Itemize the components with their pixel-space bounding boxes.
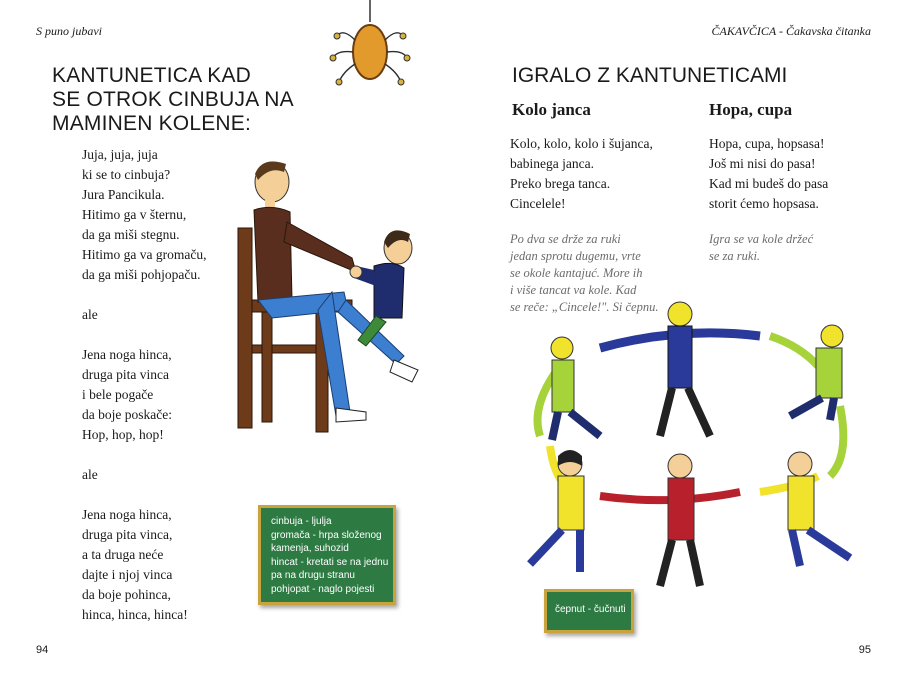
- song-line: storit ćemo hopsasa.: [709, 196, 819, 211]
- song-line: Preko brega tanca.: [510, 176, 611, 191]
- title-line: KANTUNETICA KAD: [52, 64, 252, 87]
- poem-line: druga pita vinca,: [82, 527, 173, 542]
- glossary-line: hincat - kretati se na jednu: [271, 556, 389, 568]
- poem-line: Hitimo ga va gromaču,: [82, 247, 207, 262]
- left-page-title: [52, 64, 312, 136]
- running-header-right: ČAKAVČICA - Čakavska čitanka: [711, 24, 871, 38]
- poem-line: Jena noga hinca,: [82, 347, 172, 362]
- poem-line: Hop, hop, hop!: [82, 427, 164, 442]
- note-line: se reče: „Cincele!". Si čepnu.: [510, 300, 659, 314]
- title-line: MAMINEN KOLENE:: [52, 112, 252, 135]
- glossary-line: pa na drugu stranu: [271, 570, 355, 581]
- song-hopa-cupa: [709, 134, 879, 214]
- glossary-line: čepnut - čučnuti: [555, 604, 626, 615]
- song-line: Cincelele!: [510, 196, 566, 211]
- poem-line: Jena noga hinca,: [82, 507, 172, 522]
- song-line: Još mi nisi do pasa!: [709, 156, 816, 171]
- running-header-left: S puno jubavi: [36, 24, 102, 38]
- instruction-hopa-cupa: [709, 231, 859, 265]
- song-line: Kolo, kolo, kolo i šujanca,: [510, 136, 653, 151]
- note-line: se okole kantajuć. More ih: [510, 266, 643, 280]
- poem-line: druga pita vinca: [82, 367, 169, 382]
- note-line: se za ruki.: [709, 249, 761, 263]
- note-line: Po dva se drže za ruki: [510, 232, 621, 246]
- poem-line: a ta druga neće: [82, 547, 164, 562]
- right-page-title: IGRALO Z KANTUNETICAMI: [512, 64, 788, 87]
- poem-gap: [82, 445, 262, 465]
- poem-line: dajte i njoj vinca: [82, 567, 173, 582]
- note-line: i više tancat va kole. Kad: [510, 283, 637, 297]
- song-heading-hopa-cupa: Hopa, cupa: [709, 100, 793, 119]
- note-line: jedan sprotu dugemu, vrte: [510, 249, 641, 263]
- glossary-line: pohjopat - naglo pojesti: [271, 583, 375, 595]
- hanging-ornament-drawing: [325, 0, 420, 95]
- poem-line: ki se to cinbuja?: [82, 167, 171, 182]
- poem-gap: [82, 485, 262, 505]
- glossary-box-left: [258, 505, 396, 605]
- song-line: Kad mi budeš do pasa: [709, 176, 829, 191]
- poem-line: i bele pogače: [82, 387, 154, 402]
- children-circle-dance-drawing: [500, 296, 880, 596]
- glossary-box-right: [544, 589, 634, 633]
- poem-line: ale: [82, 467, 98, 482]
- glossary-line: cinbuja - ljulja: [271, 516, 332, 527]
- page-number-right: 95: [858, 644, 871, 656]
- glossary-line: kamenja, suhozid: [271, 543, 349, 554]
- poem-line: da boje pohinca,: [82, 587, 171, 602]
- poem-line: da ga miši pohjopaču.: [82, 267, 201, 282]
- title-line: SE OTROK CINBUJA NA: [52, 88, 294, 111]
- poem-line: Hitimo ga v šternu,: [82, 207, 187, 222]
- poem-line: Jura Pancikula.: [82, 187, 165, 202]
- note-line: Igra se va kole držeć: [709, 232, 814, 246]
- page-number-left: 94: [36, 644, 49, 656]
- poem-line: da boje poskače:: [82, 407, 172, 422]
- father-child-chair-drawing: [232, 150, 432, 440]
- glossary-line: gromača - hrpa složenog: [271, 529, 382, 541]
- song-line: babinega janca.: [510, 156, 594, 171]
- poem-line: hinca, hinca, hinca!: [82, 607, 188, 622]
- song-line: Hopa, cupa, hopsasa!: [709, 136, 825, 151]
- poem-line: da ga miši stegnu.: [82, 227, 180, 242]
- poem-line: ale: [82, 307, 98, 322]
- poem-line: Juja, juja, juja: [82, 147, 158, 162]
- song-heading-kolo-janca: Kolo janca: [512, 100, 591, 119]
- song-kolo-janca: [510, 134, 690, 214]
